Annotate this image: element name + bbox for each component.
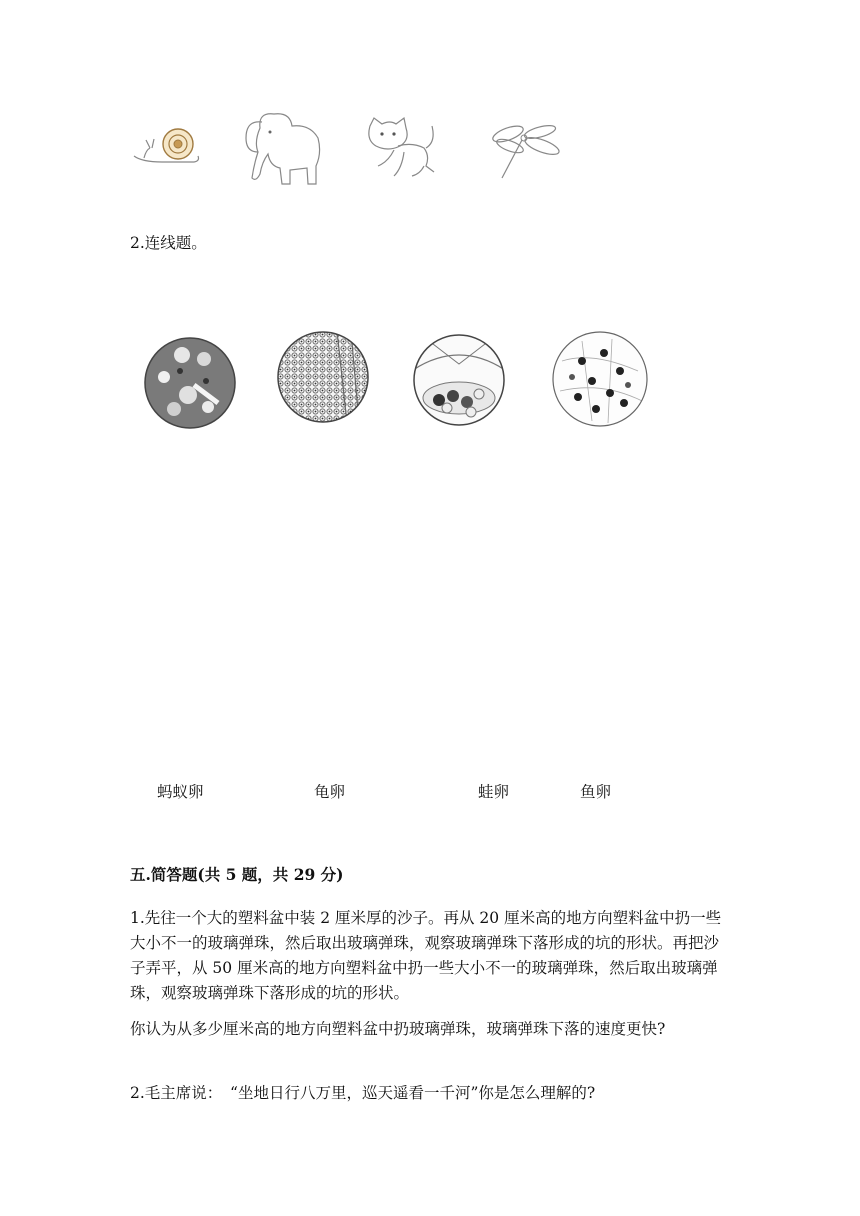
elephant-icon <box>240 108 326 188</box>
label-fish-eggs: 鱼卵 <box>580 783 612 801</box>
fish-eggs-image <box>552 331 648 427</box>
frog-eggs-image <box>277 331 369 423</box>
question-2-heading: 2.连线题。 <box>130 234 207 252</box>
short-answer-question-2: 2.毛主席说： “坐地日行八万里，巡天遥看一千河”你是怎么理解的? <box>130 1084 596 1102</box>
section-5-heading: 五.简答题(共 5 题，共 29 分) <box>130 865 344 884</box>
snail-icon <box>132 122 207 167</box>
short-answer-question-1-prompt: 你认为从多少厘米高的地方向塑料盆中扔玻璃弹珠，玻璃弹珠下落的速度更快? <box>130 1020 666 1038</box>
turtle-eggs-image <box>413 334 505 426</box>
label-ant-eggs: 蚂蚁卵 <box>157 783 204 801</box>
label-frog-eggs: 蛙卵 <box>478 783 510 801</box>
ant-eggs-image <box>144 337 236 429</box>
cat-icon <box>364 116 444 182</box>
dragonfly-icon <box>488 120 564 182</box>
short-answer-question-1: 1.先往一个大的塑料盆中装 2 厘米厚的沙子。再从 20 厘米高的地方向塑料盆中扔一些大小不一的玻璃弹珠，然后取出玻璃弹珠，观察玻璃弹珠下落形成的坑的形状。再把沙子弄平，从 50 厘米高的地方向塑料盆中扔一些大小不一的玻璃弹珠，然后取出玻璃弹珠，观察玻璃弹珠下落形成的坑的形状。 <box>130 909 722 1002</box>
label-turtle-eggs: 龟卵 <box>314 783 346 801</box>
